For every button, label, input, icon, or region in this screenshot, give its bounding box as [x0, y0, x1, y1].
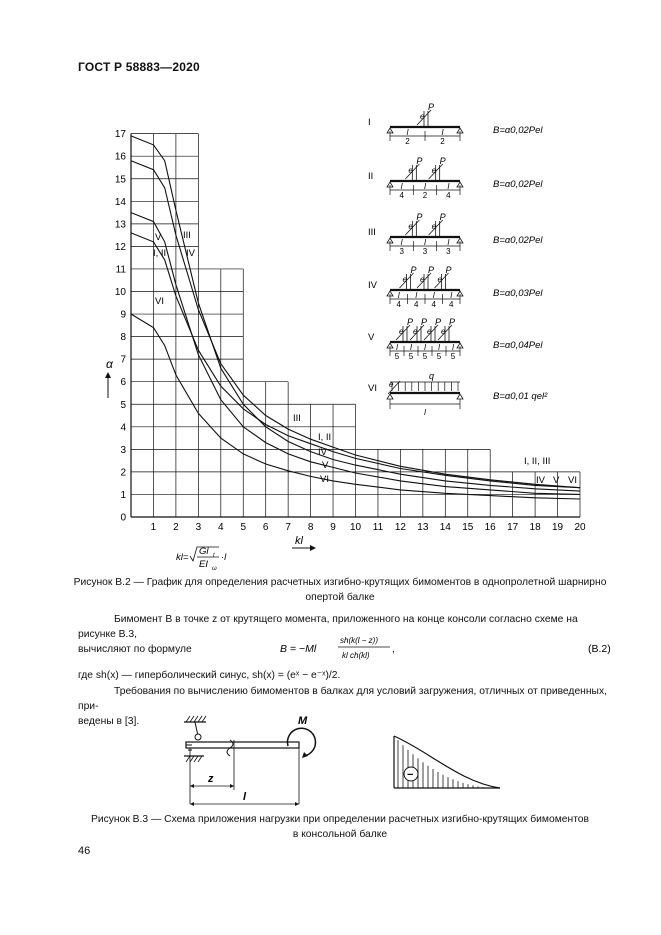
- y-axis-label: α: [106, 357, 113, 371]
- scheme-number: VI: [368, 383, 377, 394]
- scheme-3: [368, 212, 543, 256]
- scheme-1: [368, 102, 543, 146]
- segment-denominator: 4: [449, 300, 454, 309]
- scheme-2: [368, 156, 543, 200]
- load-force: P: [439, 156, 446, 166]
- load-eccentricity: e: [408, 166, 413, 175]
- label-III-mid: III: [293, 413, 301, 424]
- formula-b2: [280, 632, 640, 666]
- x-tick-label: 1: [150, 522, 157, 533]
- y-tick-label: 4: [120, 422, 126, 434]
- y-tick-label: 10: [114, 287, 126, 298]
- segment-numerator: l: [452, 343, 454, 352]
- load-force: P: [416, 156, 423, 166]
- load-force: P: [410, 265, 417, 275]
- x-tick-label: 14: [439, 522, 451, 533]
- svg-text:·l: ·l: [221, 552, 227, 563]
- y-tick-label: 9: [120, 309, 126, 321]
- x-tick-label: 9: [330, 522, 336, 533]
- paragraph-bimoment: Бимомент В в точке z от крутящего момента, приложенного на конце консоли согласно схеме на рисунке В.3, вычисляют по формуле: [78, 614, 578, 655]
- segment-denominator: 3: [399, 247, 404, 256]
- segment-numerator: l: [424, 238, 426, 247]
- y-tick-label: 12: [114, 241, 126, 253]
- x-tick-label: 6: [262, 522, 269, 533]
- segment-numerator: l: [450, 291, 453, 300]
- scheme-formula: B=α0,03Pel: [493, 288, 543, 299]
- x-tick-label: 7: [285, 522, 291, 533]
- segment-denominator: 4: [431, 300, 436, 309]
- segment-numerator: l: [397, 291, 400, 300]
- scheme-number: I: [368, 117, 371, 128]
- scheme-number: V: [368, 332, 375, 343]
- scheme-number: IV: [368, 280, 377, 291]
- x-axis-label: kl: [295, 535, 303, 547]
- segment-numerator: l: [410, 343, 412, 352]
- y-tick-label: 2: [120, 467, 126, 479]
- segment-denominator: 4: [446, 191, 451, 200]
- load-force: P: [421, 317, 428, 327]
- x-tick-labels: [151, 522, 586, 533]
- x-tick-label: 19: [551, 522, 564, 533]
- scheme-5: [368, 317, 543, 361]
- segment-denominator: 3: [422, 247, 428, 256]
- load-eccentricity: e: [437, 275, 442, 284]
- segment-denominator: 4: [399, 191, 404, 200]
- label-V-mid: V: [322, 460, 329, 471]
- segment-numerator: l: [424, 343, 426, 352]
- x-tick-label: 10: [349, 522, 362, 533]
- y-tick-label: 5: [120, 399, 126, 411]
- moment-label: M: [298, 715, 308, 727]
- x-axis-formula: [176, 546, 227, 572]
- segment-denominator: 3: [446, 247, 451, 256]
- load-force: P: [407, 317, 414, 327]
- label-IV-mid: IV: [318, 447, 327, 458]
- segment-numerator: l: [432, 291, 435, 300]
- y-tick-label: 0: [120, 512, 126, 524]
- segment-denominator: 2: [422, 191, 428, 200]
- svg-text:sh(k(l − z)): sh(k(l − z)): [340, 636, 378, 645]
- segment-denominator: 5: [394, 352, 400, 361]
- x-tick-label: 20: [574, 522, 586, 533]
- segment-numerator: l: [438, 343, 440, 352]
- load-force: P: [416, 212, 423, 222]
- load-eccentricity: e: [420, 275, 425, 284]
- dimension-z: z: [208, 773, 214, 785]
- label-V-left: V: [155, 232, 162, 243]
- y-tick-label: 1: [120, 489, 126, 501]
- label-V-right: V: [553, 475, 560, 486]
- y-tick-labels: [115, 129, 127, 523]
- segment-length: l: [424, 408, 426, 417]
- segment-denominator: 5: [436, 352, 442, 361]
- dimension-l: l: [243, 791, 247, 803]
- y-tick-label: 11: [115, 264, 126, 276]
- load-eccentricity: e: [420, 112, 425, 121]
- load-eccentricity: e: [399, 327, 404, 336]
- y-tick-label: 16: [114, 151, 126, 163]
- scheme-6: [368, 371, 548, 417]
- load-force: P: [428, 102, 435, 112]
- segment-denominator: 4: [396, 300, 401, 309]
- segment-numerator: l: [415, 291, 418, 300]
- paragraph-sh: где sh(x) — гиперболический синус, sh(x) = (eˣ − e⁻ˣ)/2.: [78, 670, 341, 681]
- x-tick-label: 11: [372, 522, 384, 533]
- label-VI-mid: VI: [320, 474, 329, 485]
- figure-b3-caption: Рисунок В.3 — Схема приложения нагрузки при определении расчетных изгибно-крутящих бимоментов в консольной балке: [90, 814, 589, 840]
- load-force: P: [445, 265, 452, 275]
- load-eccentricity: e: [408, 222, 413, 231]
- figure-b2-caption: Рисунок В.2 — График для определения расчетных изгибно-крутящих бимоментов в однопролетной шарнирно опертой балке: [73, 577, 607, 603]
- svg-text:kl=: kl=: [176, 552, 189, 563]
- scheme-formula: B=α0,02Pel: [493, 125, 543, 136]
- load-eccentricity: e: [427, 327, 432, 336]
- y-tick-label: 7: [120, 354, 126, 366]
- scheme-formula: B=α0,01 qel²: [493, 391, 548, 402]
- scheme-number: II: [368, 171, 374, 182]
- scheme-formula: B=α0,02Pel: [493, 235, 543, 246]
- scheme-formula: B=α0,02Pel: [493, 179, 543, 190]
- label-I-II-left: I, II: [153, 248, 167, 259]
- load-eccentricity: e: [389, 380, 394, 389]
- segment-numerator: l: [441, 128, 444, 137]
- segment-denominator: 2: [440, 137, 445, 146]
- label-VI-right: VI: [568, 475, 577, 486]
- svg-text:t: t: [213, 553, 215, 559]
- paragraph-requirements: Требования по вычислению бимоментов в балках для условий загружения, отличных от приведенных, при- ведены в [3].: [78, 686, 607, 727]
- load-distributed: q: [429, 371, 435, 381]
- load-eccentricity: e: [413, 327, 418, 336]
- y-tick-label: 13: [114, 219, 126, 231]
- x-axis-arrowhead: [310, 545, 316, 551]
- x-tick-label: 3: [195, 522, 202, 533]
- x-tick-label: 17: [507, 522, 519, 533]
- segment-numerator: l: [447, 182, 450, 191]
- segment-denominator: 5: [408, 352, 414, 361]
- load-eccentricity: e: [431, 222, 437, 231]
- load-eccentricity: e: [402, 275, 407, 284]
- x-tick-label: 4: [218, 522, 224, 533]
- y-tick-label: 8: [120, 332, 126, 344]
- y-tick-label: 15: [114, 174, 126, 186]
- svg-text:ω: ω: [212, 566, 217, 572]
- svg-text:kl ch(kl): kl ch(kl): [342, 651, 370, 660]
- segment-numerator: l: [406, 128, 409, 137]
- y-tick-label: 17: [114, 129, 126, 141]
- label-VI-left: VI: [155, 296, 164, 307]
- scheme-4: [368, 265, 543, 309]
- segment-numerator: l: [424, 182, 426, 191]
- svg-text:EI: EI: [199, 559, 208, 570]
- x-tick-label: 16: [484, 522, 496, 533]
- svg-text:B = −Ml: B = −Ml: [280, 643, 317, 655]
- load-force: P: [435, 317, 442, 327]
- segment-numerator: l: [400, 238, 403, 247]
- load-force: P: [428, 265, 435, 275]
- x-tick-label: 8: [307, 522, 314, 533]
- y-tick-label: 14: [114, 196, 126, 208]
- segment-denominator: 2: [405, 137, 410, 146]
- x-tick-label: 18: [529, 522, 541, 533]
- load-eccentricity: e: [441, 327, 446, 336]
- x-tick-label: 15: [462, 522, 474, 533]
- formula-number: (В.2): [588, 643, 611, 655]
- x-tick-label: 5: [240, 522, 247, 533]
- load-force: P: [439, 212, 446, 222]
- svg-text:Gl: Gl: [199, 546, 209, 557]
- scheme-number: III: [368, 227, 376, 238]
- document-code: ГОСТ Р 58883—2020: [78, 60, 200, 74]
- diagram-sign: −: [407, 769, 414, 781]
- load-schemes: [360, 95, 620, 425]
- x-tick-label: 13: [417, 522, 429, 533]
- figure-b3: [170, 712, 510, 812]
- scheme-formula: B=α0,04Pel: [493, 340, 543, 351]
- label-IV-right: IV: [536, 475, 545, 486]
- x-tick-label: 12: [394, 522, 406, 533]
- segment-denominator: 5: [422, 352, 428, 361]
- load-force: P: [449, 317, 456, 327]
- y-tick-label: 3: [120, 444, 126, 456]
- y-tick-label: 6: [120, 377, 126, 389]
- x-tick-label: 2: [173, 522, 179, 533]
- label-III-left: III: [183, 230, 191, 241]
- svg-text:,: ,: [392, 643, 395, 655]
- segment-denominator: 5: [450, 352, 456, 361]
- label-IV-left: IV: [186, 248, 195, 259]
- segment-denominator: 4: [414, 300, 419, 309]
- segment-numerator: l: [447, 238, 450, 247]
- label-I-II-III-right: I, II, III: [524, 456, 551, 467]
- segment-numerator: l: [400, 182, 403, 191]
- label-I-II-mid: I, II: [318, 432, 332, 443]
- y-axis-arrowhead: [105, 372, 111, 378]
- page-number: 46: [78, 845, 91, 857]
- segment-numerator: l: [396, 343, 398, 352]
- load-eccentricity: e: [431, 166, 437, 175]
